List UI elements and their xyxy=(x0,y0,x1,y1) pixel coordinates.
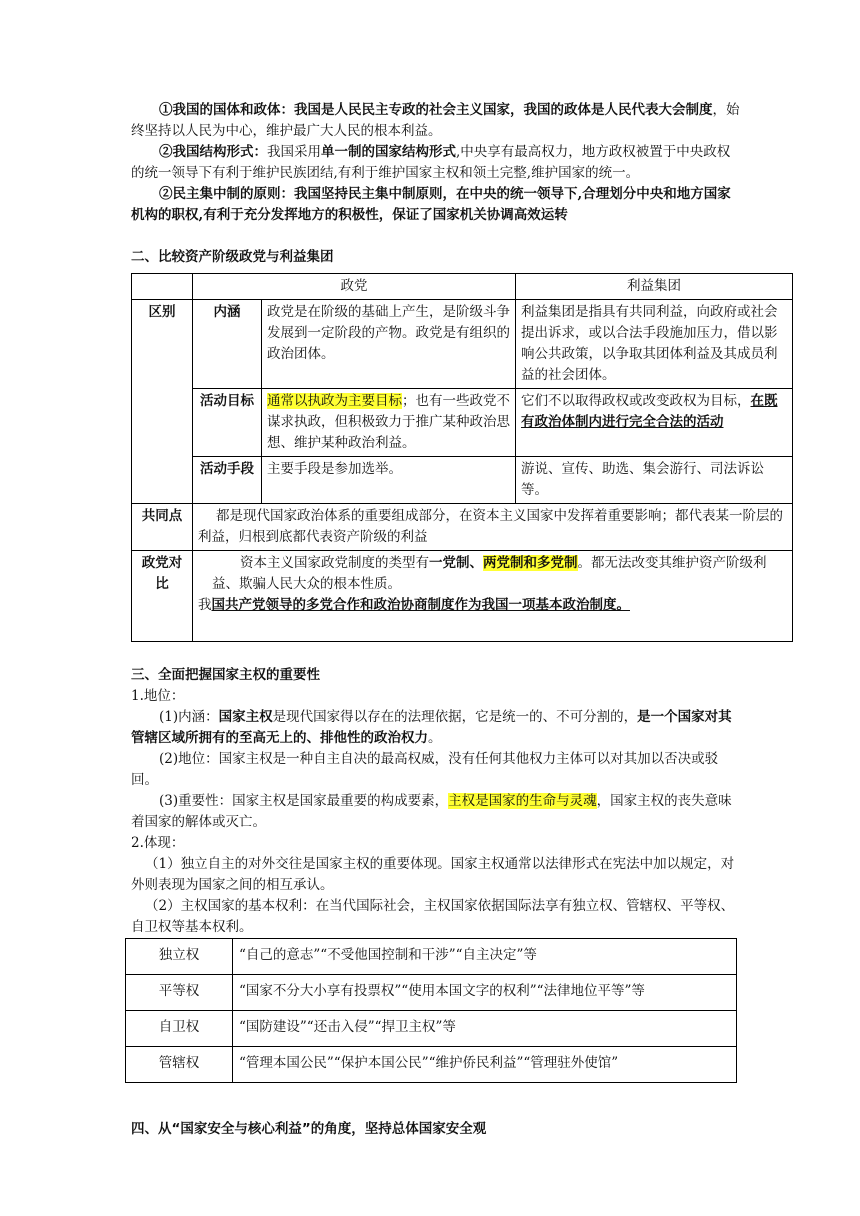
right-name: 管辖权 xyxy=(126,1047,233,1083)
importance-rest: ，国家主权的丧失意味着国家的解体或灭亡。 xyxy=(131,793,732,830)
document-page xyxy=(131,100,783,1140)
compare-pre: 资本主义国家政党制度的类型有 xyxy=(240,555,429,571)
section-3-title: 三、全面把握国家主权的重要性 xyxy=(131,667,320,683)
importance-highlight: 主权是国家的生命与灵魂 xyxy=(448,793,597,809)
row-label: 活动目标 xyxy=(193,389,262,457)
table-row xyxy=(132,551,793,642)
table-row xyxy=(126,1011,737,1047)
structure-mid: 我国采用 xyxy=(267,144,321,160)
table-row xyxy=(126,1047,737,1083)
right-desc: “国防建设”“还击入侵”“捍卫主权”等 xyxy=(233,1011,737,1047)
header-party: 政党 xyxy=(193,274,516,300)
structure-lead: ②我国结构形式： xyxy=(159,144,267,160)
compare-cell xyxy=(193,551,793,642)
diff-label: 区别 xyxy=(132,300,193,504)
paragraph-state-structure xyxy=(131,142,741,184)
section-4-title: 四、从“国家安全与核心利益”的角度，坚持总体国家安全观 xyxy=(131,1121,487,1137)
party-cell: 主要手段是参加选举。 xyxy=(262,457,516,504)
compare-rest: 。都无法改变其维护资产阶级利益、欺骗人民大众的根本性质。 xyxy=(212,555,767,592)
party-cell xyxy=(262,389,516,457)
structure-bold: 单一制的国家结构形式 xyxy=(321,144,456,160)
connotation-mid: 是现代国家得以存在的法理依据，它是统一的、不可分割的， xyxy=(272,709,638,725)
group-goal-underline: 在既有政治体制内进行完全合法的活动 xyxy=(521,393,778,430)
paragraph-state-system xyxy=(131,100,741,142)
right-desc: “自己的意志”“不受他国控制和干涉”“自主决定”等 xyxy=(233,939,737,975)
table-row xyxy=(126,975,737,1011)
section-2-title: 二、比较资产阶级政党与利益集团 xyxy=(131,249,334,265)
right-desc: “管理本国公民”“保护本国公民”“维护侨民利益”“管理驻外使馆” xyxy=(233,1047,737,1083)
compare-highlight: 两党制和多党制 xyxy=(483,555,578,571)
row-label: 活动手段 xyxy=(193,457,262,504)
table-row xyxy=(132,504,793,551)
position-title: 1.地位： xyxy=(131,688,185,704)
embodiment-title: 2.体现： xyxy=(131,835,185,851)
group-goal-pre: 它们不以取得政权或改变政权为目标， xyxy=(521,393,751,409)
connotation-bold-1: 国家主权 xyxy=(218,709,273,725)
paragraph-embodiment-2: （2）主权国家的基本权利：在当代国际社会，主权国家依据国际法享有独立权、管辖权、平等权、自卫权等基本权利。 xyxy=(131,898,735,935)
group-cell xyxy=(516,389,793,457)
paragraph-importance xyxy=(131,791,741,833)
table-row xyxy=(132,457,793,504)
importance-pre: (3)重要性：国家主权是国家最重要的构成要素， xyxy=(159,793,449,809)
compare-bold: 一党制、 xyxy=(429,555,483,571)
table-row xyxy=(132,300,793,389)
compare-l2-pre: 我 xyxy=(198,597,212,613)
paragraph-embodiment-1: （1）独立自主的对外交往是国家主权的重要体现。国家主权通常以法律形式在宪法中加以规定，对外则表现为国家之间的相互承认。 xyxy=(131,856,735,893)
table-row xyxy=(126,939,737,975)
compare-label: 政党对比 xyxy=(132,551,193,642)
state-system-rest: ，始终坚持以人民为中心，维护最广大人民的根本利益。 xyxy=(131,102,740,139)
row-label: 内涵 xyxy=(193,300,262,389)
compare-l2-underline: 国共产党领导的多党合作和政治协商制度作为我国一项基本政治制度。 xyxy=(211,597,630,613)
common-label: 共同点 xyxy=(132,504,193,551)
structure-rest: ,中央享有最高权力，地方政权被置于中央政权的统一领导下有利于维护民族团结,有利于维护国家主权和领土完整,维护国家的统一。 xyxy=(131,144,731,181)
connotation-bold-2: 是一个国家对其管辖区域所拥有的至高无上的、排他性的政治权力 xyxy=(131,709,732,746)
right-name: 独立权 xyxy=(126,939,233,975)
table-header-row xyxy=(132,274,793,300)
table-row xyxy=(132,389,793,457)
right-name: 自卫权 xyxy=(126,1011,233,1047)
right-desc: “国家不分大小享有投票权”“使用本国文字的权利”“法律地位平等”等 xyxy=(233,975,737,1011)
connotation-end: 。 xyxy=(428,730,442,746)
paragraph-democratic-centralism: ②民主集中制的原则：我国坚持民主集中制原则，在中央的统一领导下,合理划分中央和地方国家机构的职权,有利于充分发挥地方的积极性，保证了国家机关协调高效运转 xyxy=(131,186,731,223)
compare-line-1 xyxy=(198,553,787,595)
group-cell: 利益集团是指具有共同利益，向政府或社会提出诉求，或以合法手段施加压力，借以影响公共政策，以争取其团体利益及其成员利益的社会团体。 xyxy=(516,300,793,389)
party-cell: 政党是在阶级的基础上产生，是阶级斗争发展到一定阶段的产物。政党是有组织的政治团体。 xyxy=(262,300,516,389)
party-goal-highlight: 通常以执政为主要目标 xyxy=(267,393,402,409)
state-system-lead: ①我国的国体和政体：我国是人民民主专政的社会主义国家，我国的政体是人民代表大会制度 xyxy=(159,102,713,118)
group-cell: 游说、宣传、助选、集会游行、司法诉讼等。 xyxy=(516,457,793,504)
party-goal-rest: ；也有一些政党不谋求执政，但积极致力于推广某种政治思想、维护某种政治利益。 xyxy=(267,393,510,451)
sovereign-rights-table xyxy=(125,938,737,1083)
connotation-pre: (1)内涵： xyxy=(159,709,219,725)
compare-line-2 xyxy=(198,595,787,616)
paragraph-connotation xyxy=(131,707,741,749)
header-empty xyxy=(132,274,193,300)
party-vs-group-table xyxy=(131,273,793,642)
common-text: 都是现代国家政治体系的重要组成部分，在资本主义国家中发挥着重要影响；都代表某一阶层的利益，归根到底都代表资产阶级的利益 xyxy=(193,504,793,551)
paragraph-status: (2)地位：国家主权是一种自主自决的最高权威，没有任何其他权力主体可以对其加以否决或驳回。 xyxy=(131,751,719,788)
header-group: 利益集团 xyxy=(516,274,793,300)
right-name: 平等权 xyxy=(126,975,233,1011)
